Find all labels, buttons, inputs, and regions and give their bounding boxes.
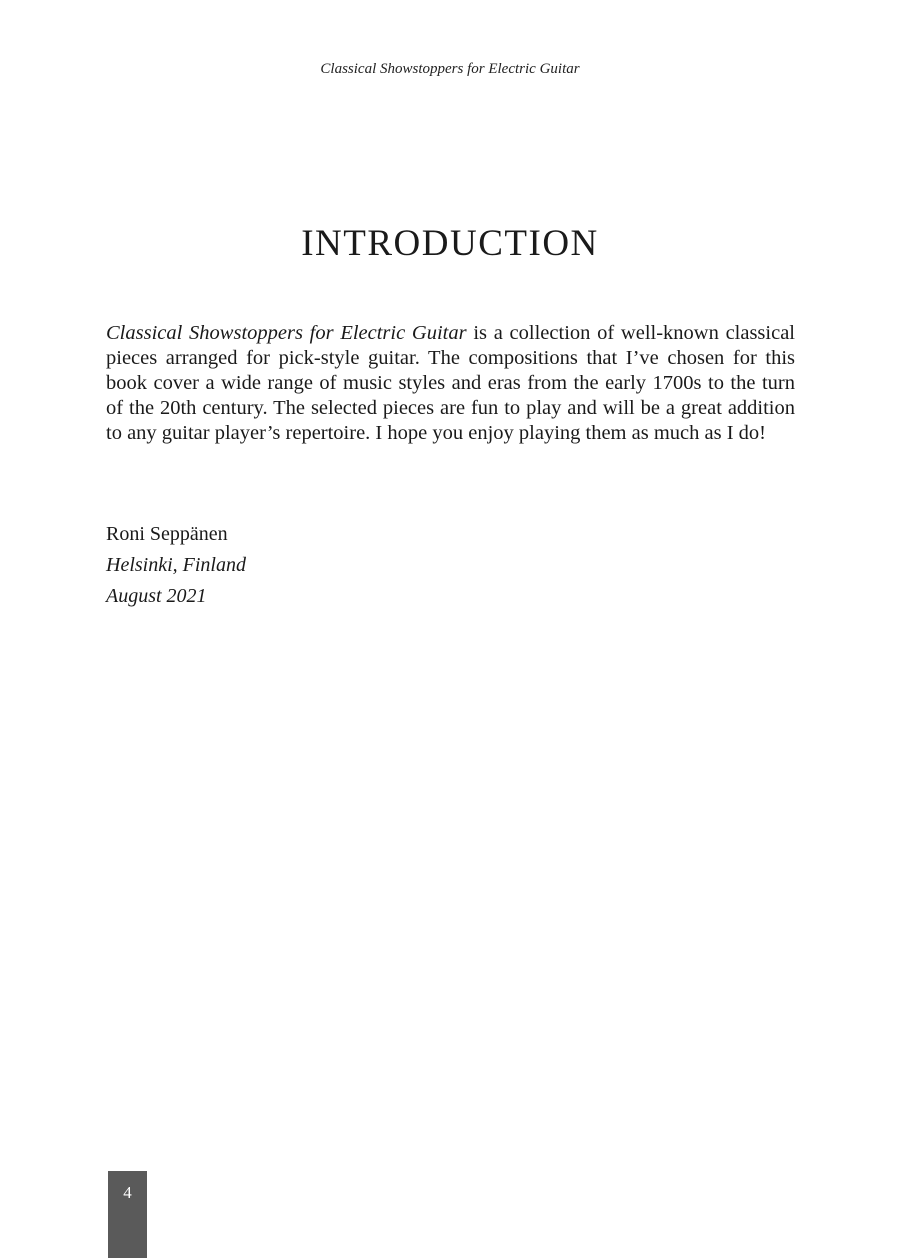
author-name: Roni Seppänen — [106, 523, 228, 545]
signature-date: August 2021 — [106, 585, 207, 607]
chapter-title: INTRODUCTION — [301, 223, 599, 264]
running-header: Classical Showstoppers for Electric Guitar — [320, 61, 580, 77]
signature-block — [106, 519, 246, 612]
page-number-tab — [108, 1171, 147, 1258]
author-location: Helsinki, Finland — [106, 554, 246, 576]
intro-paragraph — [106, 321, 795, 446]
intro-body-text: is a collection of well-known classical pieces arranged for pick-style guitar. The compositions that I’ve chosen for this book cover a wide range of music styles and eras from the early 1700s to the turn of the 20th century. The selected pieces are fun to play and will be a great addition to any guitar player’s repertoire. I hope you enjoy playing them as much as I do! — [106, 322, 796, 444]
page-number: 4 — [123, 1183, 132, 1202]
intro-book-title: Classical Showstoppers for Electric Guitar — [106, 322, 467, 344]
